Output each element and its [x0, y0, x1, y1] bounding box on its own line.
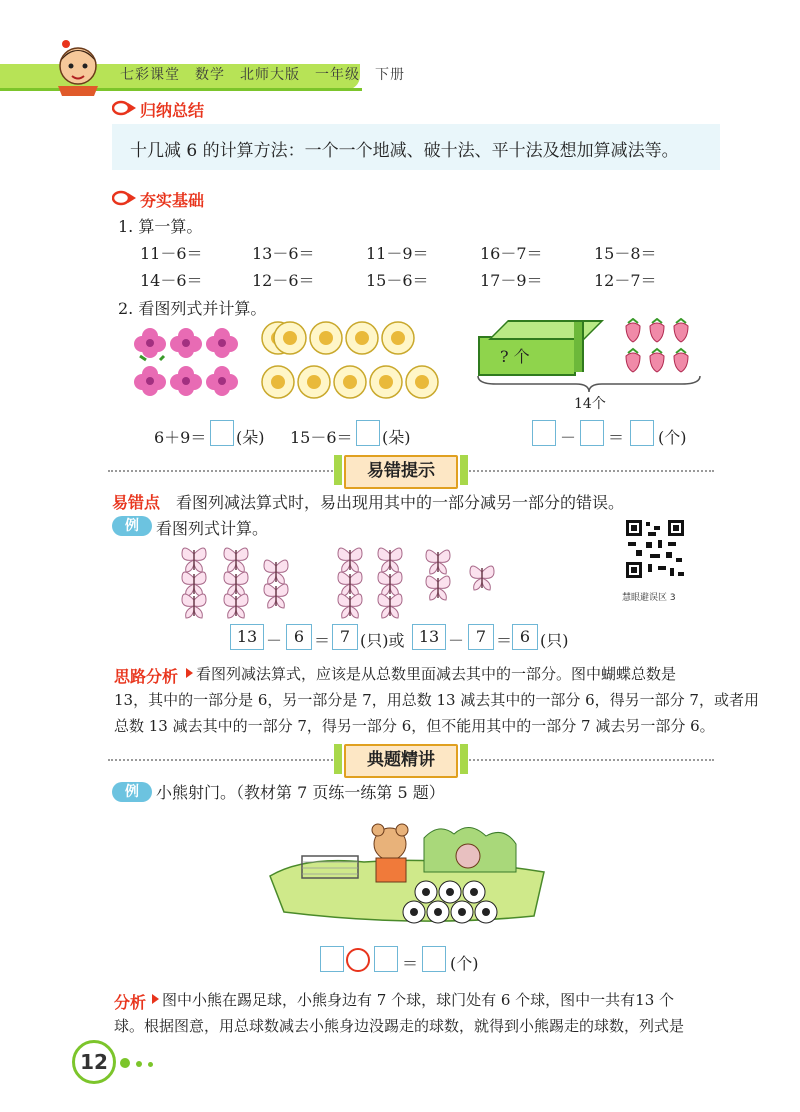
green-box-side	[574, 322, 584, 372]
decorative-dot	[136, 1061, 142, 1067]
answer-box[interactable]	[630, 420, 654, 446]
play-arrow-icon	[152, 994, 159, 1004]
analysis-text-line: 球。根据图意，用总球数减去小熊身边没踢走的球数，就得到小熊踢走的球数，列式是	[114, 1017, 685, 1035]
arithmetic-item: 15－8＝	[594, 244, 657, 263]
answer-box[interactable]	[422, 946, 446, 972]
operator-circle[interactable]	[346, 948, 370, 972]
arithmetic-item: 14－6＝	[140, 271, 203, 290]
decorative-dot	[120, 1058, 130, 1068]
analysis-text-line: 看图列减法算式，应该是从总数里面减去其中的一部分。图中蝴蝶总数是	[196, 665, 677, 683]
box-label: ? 个	[500, 347, 530, 366]
equals-sign: ＝	[402, 954, 419, 973]
example-text: 小熊射门。（教材第 7 页练一练第 5 题）	[156, 783, 445, 802]
section-title-summary: 归纳总结	[140, 101, 205, 120]
answer-value: 6	[286, 624, 312, 650]
question-2-label: 2. 看图列式并计算。	[118, 299, 267, 318]
arithmetic-item: 17－9＝	[480, 271, 543, 290]
butterflies-illustration	[176, 540, 506, 620]
mistake-point-label: 易错点	[112, 493, 161, 512]
equation-text: 6＋9＝	[154, 428, 207, 447]
answer-value: 6	[512, 624, 538, 650]
unit-label: (只)或	[360, 631, 405, 650]
divider	[466, 470, 714, 472]
yellow-flowers-illustration	[260, 320, 440, 402]
mascot-icon	[50, 36, 106, 96]
analysis-text-line: 13，其中的一部分是 6，另一部分是 7，用总数 13 减去其中的一部分 6，得另一部分 7，或者用	[114, 691, 759, 709]
equals-sign: ＝	[314, 631, 331, 650]
answer-box[interactable]	[532, 420, 556, 446]
qr-code-icon[interactable]	[624, 518, 686, 580]
breadcrumb: 七彩课堂 数学 北师大版 一年级 下册	[120, 67, 405, 83]
unit-label: (个)	[450, 954, 479, 973]
divider	[108, 470, 336, 472]
analysis-text-line: 图中小熊在踢足球，小熊身边有 7 个球，球门处有 6 个球，图中一共有13 个	[162, 991, 675, 1009]
arithmetic-item: 12－7＝	[594, 271, 657, 290]
arithmetic-item: 15－6＝	[366, 271, 429, 290]
answer-box[interactable]	[356, 420, 380, 446]
answer-value: 7	[468, 624, 494, 650]
minus-sign: －	[266, 631, 283, 650]
summary-text: 十几减 6 的计算方法：一个一个地减、破十法、平十法及想加算减法等。	[130, 141, 679, 161]
brace	[476, 374, 702, 394]
qr-caption: 慧眼避误区 3	[622, 593, 676, 603]
brace-label: 14个	[574, 396, 606, 412]
equals-sign: ＝	[608, 428, 625, 447]
page-number: 12	[72, 1040, 116, 1084]
arithmetic-item: 13－6＝	[252, 244, 315, 263]
answer-value: 13	[230, 624, 264, 650]
answer-box[interactable]	[210, 420, 234, 446]
answer-box[interactable]	[320, 946, 344, 972]
minus-sign: －	[560, 428, 577, 447]
unit-label: (个)	[658, 428, 687, 447]
bear-soccer-illustration	[264, 816, 548, 928]
arithmetic-item: 11－6＝	[140, 244, 203, 263]
eye-arrow-icon	[112, 100, 136, 116]
answer-value: 13	[412, 624, 446, 650]
equals-sign: ＝	[496, 631, 513, 650]
example-text: 看图列式计算。	[156, 519, 269, 538]
analysis-label: 分析	[114, 993, 147, 1012]
question-1-label: 1. 算一算。	[118, 217, 203, 236]
divider	[466, 759, 714, 761]
unit-label: (只)	[540, 631, 569, 650]
banner-mistakes: 易错提示	[344, 455, 458, 489]
minus-sign: －	[448, 631, 465, 650]
green-box-top	[488, 320, 604, 340]
decorative-dot	[148, 1062, 153, 1067]
analysis-text-line: 总数 13 减去其中的一部分 7，得另一部分 6，但不能用其中的一部分 7 减去另一部分 6。	[114, 717, 715, 735]
example-tag: 例	[112, 782, 152, 802]
mistake-point-text: 看图列减法算式时，易出现用其中的一部分减另一部分的错误。	[176, 493, 625, 512]
answer-value: 7	[332, 624, 358, 650]
strawberries-illustration	[622, 318, 702, 374]
banner-classic: 典题精讲	[344, 744, 458, 778]
divider	[108, 759, 336, 761]
play-arrow-icon	[186, 668, 193, 678]
equation-text: 15－6＝	[290, 428, 353, 447]
unit-label: (朵)	[236, 428, 265, 447]
arithmetic-item: 11－9＝	[366, 244, 429, 263]
pink-flowers-illustration	[134, 326, 244, 402]
arithmetic-item: 16－7＝	[480, 244, 543, 263]
arithmetic-item: 12－6＝	[252, 271, 315, 290]
unit-label: (朵)	[382, 428, 411, 447]
answer-box[interactable]	[374, 946, 398, 972]
answer-box[interactable]	[580, 420, 604, 446]
analysis-label: 思路分析	[114, 667, 179, 686]
eye-arrow-icon	[112, 190, 136, 206]
example-tag: 例	[112, 516, 152, 536]
section-title-basics: 夯实基础	[140, 191, 205, 210]
